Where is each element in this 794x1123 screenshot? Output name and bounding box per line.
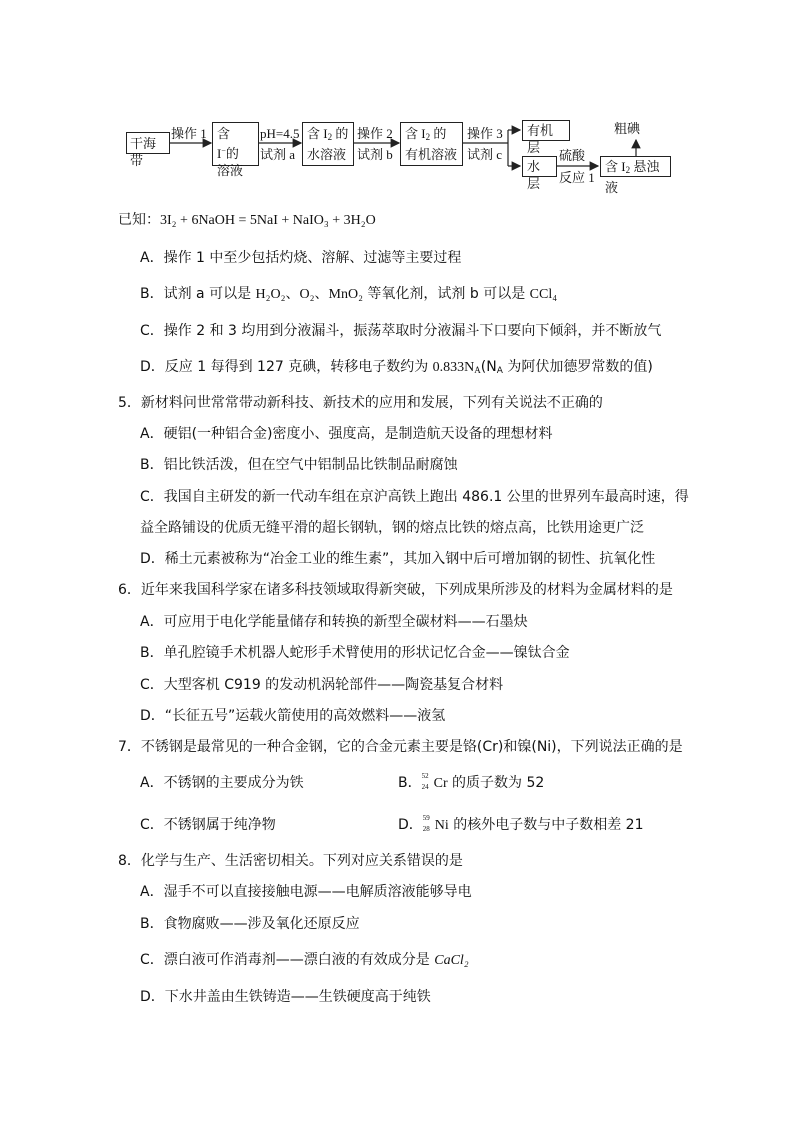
label-sulfuric-acid: 硫酸 xyxy=(559,148,586,163)
q7-d-mass: 59 xyxy=(422,814,430,822)
q8-option-a: A．湿手不可以直接接触电源——电解质溶液能够导电 xyxy=(140,884,472,900)
q4-d-post: (N xyxy=(480,359,497,375)
box3-line2: 水溶液 xyxy=(307,147,347,162)
box4-sub: 2 xyxy=(425,132,431,142)
q7-d-symbol: Ni xyxy=(434,818,449,833)
q4-option-a: A．操作 1 中至少包括灼烧、溶解、过滤等主要过程 xyxy=(140,250,462,266)
q7-option-c: C．不锈钢属于纯净物 xyxy=(140,817,276,833)
label-op2: 操作 2 xyxy=(357,126,393,141)
box-susp-text-b: 悬浊液 xyxy=(605,159,660,195)
q7-d-z: 28 xyxy=(422,825,430,833)
q4-b-chem: H₂O₂、O₂、MnO₂ xyxy=(255,287,363,302)
box-organic-layer xyxy=(522,120,570,155)
q4-b-mid: 等氧化剂，试剂 b 可以是 xyxy=(362,286,530,302)
flowchart-arrows xyxy=(0,0,794,200)
label-reagent-a: 试剂 a xyxy=(260,147,296,162)
label-crude-iodine: 粗碘 xyxy=(614,121,641,136)
q7-option-b xyxy=(398,773,544,794)
q7-b-post: 的质子数为 52 xyxy=(447,775,545,791)
box-iodine-suspension xyxy=(600,156,671,195)
q7-option-a: A．不锈钢的主要成分为铁 xyxy=(140,775,304,791)
q5-option-d: D．稀土元素被称为“冶金工业的维生素”，其加入钢中后可增加钢的韧性、抗氧化性 xyxy=(140,551,656,567)
q4-d-sub: A xyxy=(474,365,481,375)
q7-d-nuclide xyxy=(423,815,435,835)
q6-option-b: B．单孔腔镜手术机器人蛇形手术臂使用的形状记忆合金——镍钛合金 xyxy=(140,645,570,661)
q6-option-c: C．大型客机 C919 的发动机涡轮部件——陶瓷基复合材料 xyxy=(140,677,504,693)
known-equation-line xyxy=(118,210,376,231)
box3-text-b: 的 xyxy=(332,126,349,141)
known-prefix: 已知： xyxy=(118,212,160,228)
q8-stem: 8．化学与生产、生活密切相关。下列对应关系错误的是 xyxy=(118,853,463,869)
label-reaction1: 反应 1 xyxy=(559,170,595,185)
box-kelp xyxy=(126,132,170,168)
box4-line2: 有机溶液 xyxy=(405,147,458,162)
box-iodine-aqueous xyxy=(302,122,354,166)
box-water-layer xyxy=(522,156,557,191)
q7-b-nuclide xyxy=(422,773,434,793)
q4-option-b xyxy=(140,284,557,305)
box4-text-b: 的 xyxy=(430,126,447,141)
box-iodide-solution xyxy=(212,122,259,178)
label-reagent-b: 试剂 b xyxy=(357,147,393,162)
q4-option-d xyxy=(140,357,653,381)
label-reagent-c: 试剂 c xyxy=(467,147,503,162)
known-equation: 3I₂ + 6NaOH = 5NaI + NaIO₃ + 3H₂O xyxy=(160,213,376,228)
q7-b-mass: 52 xyxy=(421,772,429,780)
box3-text-a: 含 I xyxy=(307,126,328,141)
q8-c-chem: CaCl₂ xyxy=(434,953,469,968)
q5-option-a: A．硬铝(一种铝合金)密度小、强度高，是制造航天设备的理想材料 xyxy=(140,426,553,442)
q4-d-post2: 为阿伏加德罗常数的值) xyxy=(502,359,653,375)
q7-d-pre: D． xyxy=(398,817,423,833)
q7-b-pre: B． xyxy=(398,775,422,791)
label-ph: pH=4.5 xyxy=(260,126,300,141)
label-op1: 操作 1 xyxy=(171,126,207,141)
q8-option-d: D．下水井盖由生铁铸造——生铁硬度高于纯铁 xyxy=(140,989,431,1005)
box-organic-label: 有机层 xyxy=(527,123,554,155)
q5-stem: 5．新材料问世常常带动新科技、新技术的应用和发展，下列有关说法不正确的 xyxy=(118,395,603,411)
q4-d-pre: D．反应 1 每得到 127 克碘，转移电子数约为 xyxy=(140,359,433,375)
q8-option-c xyxy=(140,950,469,971)
q7-stem: 7．不锈钢是最常见的一种合金钢，它的合金元素主要是铬(Cr)和镍(Ni)，下列说法正确的是 xyxy=(118,739,683,755)
q4-b-chem2: CCl₄ xyxy=(529,287,558,302)
box-water-label: 水层 xyxy=(527,159,541,191)
q7-d-post: 的核外电子数与中子数相差 21 xyxy=(448,817,644,833)
q7-option-d xyxy=(398,815,644,836)
box4-text-a: 含 I xyxy=(405,126,426,141)
q4-d-post-sub: A xyxy=(496,366,503,376)
q7-b-symbol: Cr xyxy=(433,776,448,791)
box-iodine-organic xyxy=(400,122,463,166)
box-iodide-sup: − xyxy=(221,146,226,155)
q5-option-c-line1: C．我国自主研发的新一代动车组在京沪高铁上跑出 486.1 公里的世界列车最高时速，得 xyxy=(140,489,689,505)
box-susp-text-a: 含 I xyxy=(605,159,626,174)
q7-b-z: 24 xyxy=(421,783,429,791)
label-op3: 操作 3 xyxy=(467,126,503,141)
box-iodide-line2: 溶液 xyxy=(217,163,244,178)
box-iodide-text-b: 的 xyxy=(225,146,239,161)
q4-option-c: C．操作 2 和 3 均用到分液漏斗，振荡萃取时分液漏斗下口要向下倾斜，并不断放气 xyxy=(140,323,662,339)
box-iodide-text: 含 I xyxy=(217,126,231,161)
q5-option-c-line2: 益全路铺设的优质无缝平滑的超长钢轨，钢的熔点比铁的熔点高，比铁用途更广泛 xyxy=(140,520,644,536)
box3-sub: 2 xyxy=(327,132,333,142)
q6-option-a: A．可应用于电化学能量储存和转换的新型全碳材料——石墨炔 xyxy=(140,614,528,630)
q4-d-chem: 0.833N xyxy=(432,360,475,375)
q5-option-b: B．铝比铁活泼，但在空气中铝制品比铁制品耐腐蚀 xyxy=(140,457,458,473)
box-kelp-label: 干海带 xyxy=(130,136,157,168)
q8-c-pre: C．漂白液可作消毒剂——漂白液的有效成分是 xyxy=(140,952,435,968)
q8-option-b: B．食物腐败——涉及氧化还原反应 xyxy=(140,916,360,932)
q6-stem: 6．近年来我国科学家在诸多科技领域取得新突破，下列成果所涉及的材料为金属材料的是 xyxy=(118,582,673,598)
q6-option-d: D．“长征五号”运载火箭使用的高效燃料——液氢 xyxy=(140,708,446,724)
box-susp-sub: 2 xyxy=(625,165,631,175)
q4-b-pre: B．试剂 a 可以是 xyxy=(140,286,256,302)
